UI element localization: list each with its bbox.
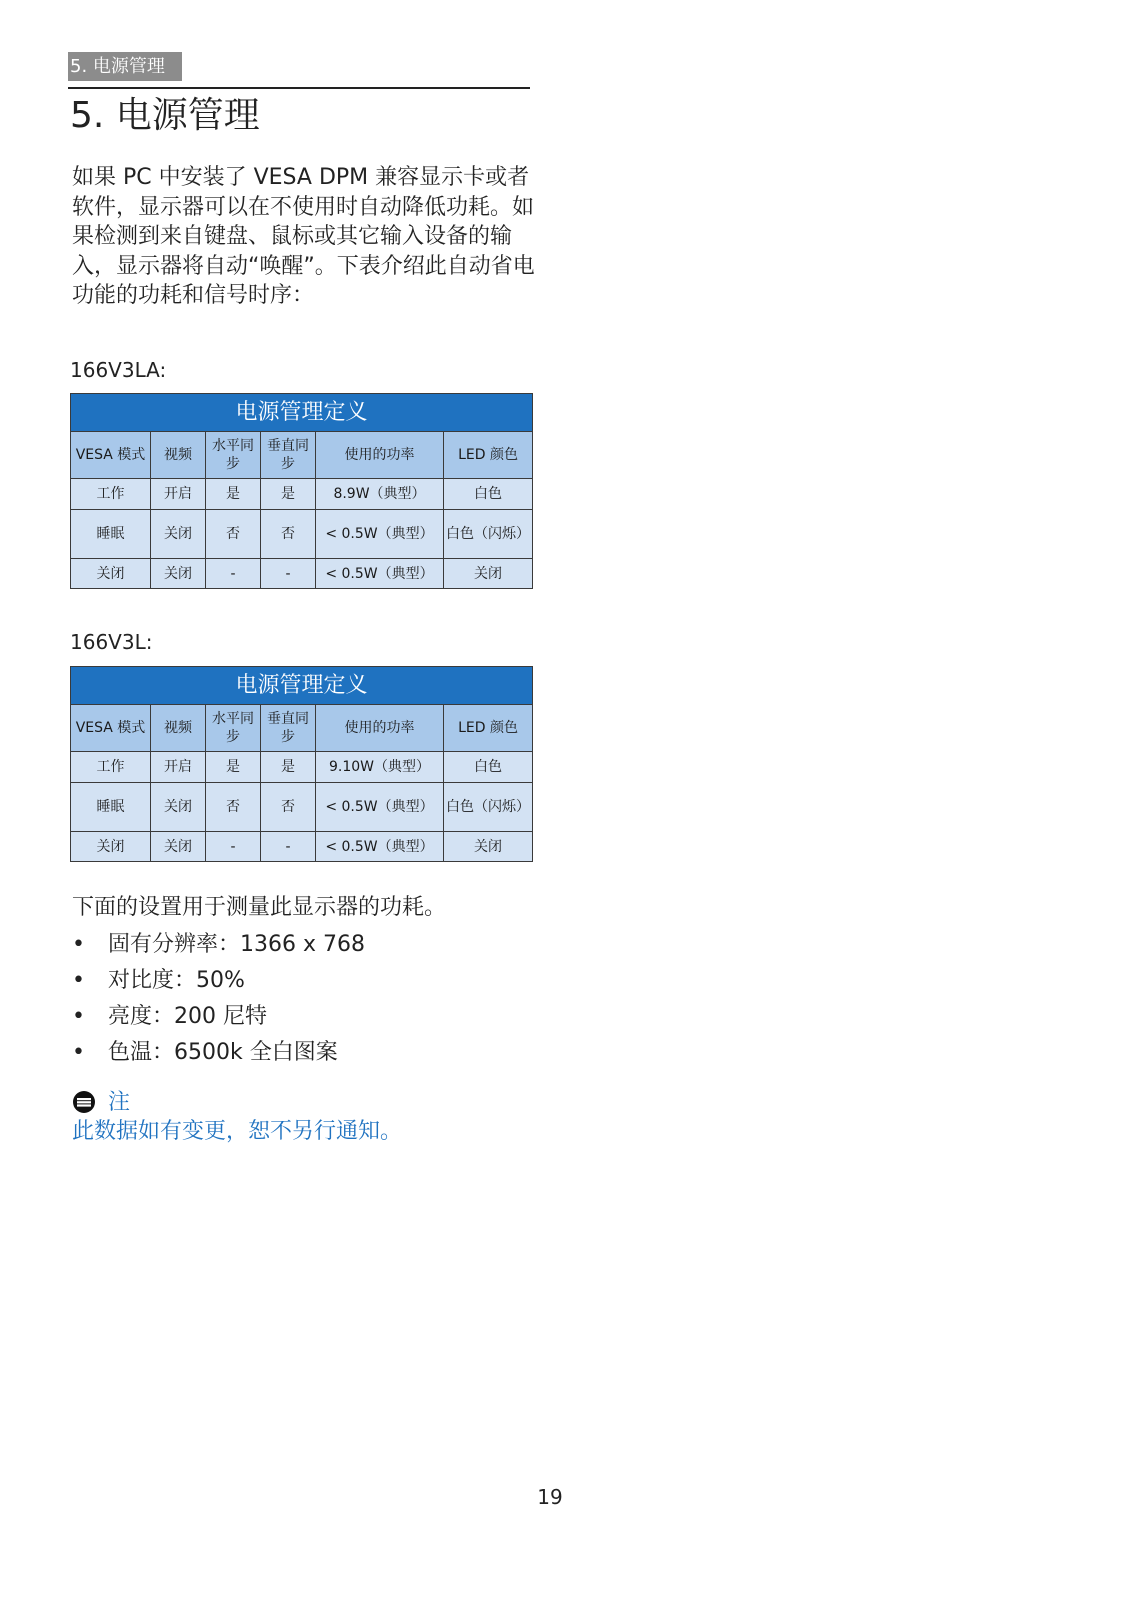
table-cell: - [261, 832, 316, 862]
setting-text: 色温：6500k 全白图案 [108, 1040, 338, 1065]
list-item [72, 930, 365, 966]
table-row [71, 479, 533, 510]
power-table-166v3la [70, 393, 533, 589]
table-cell: 关闭 [151, 832, 206, 862]
table-cell: 否 [261, 510, 316, 559]
note-label: 注 [108, 1090, 131, 1115]
column-header: LED 颜色 [444, 432, 533, 479]
note-text: 此数据如有变更，恕不另行通知。 [72, 1119, 403, 1144]
setting-text: 亮度：200 尼特 [108, 1004, 267, 1029]
column-header: 视频 [151, 705, 206, 752]
column-header: 使用的功率 [316, 432, 444, 479]
table-cell: < 0.5W（典型） [316, 783, 444, 832]
column-header: 使用的功率 [316, 705, 444, 752]
table-cell: - [261, 559, 316, 589]
list-item [72, 1038, 365, 1074]
model-label-166v3l: 166V3L: [70, 630, 153, 654]
table-cell: 睡眠 [71, 510, 151, 559]
column-header: 水平同步 [206, 432, 261, 479]
table-cell: 睡眠 [71, 783, 151, 832]
table-cell: 开启 [151, 479, 206, 510]
table-cell: - [206, 832, 261, 862]
table-cell: < 0.5W（典型） [316, 510, 444, 559]
setting-text: 固有分辨率：1366 x 768 [108, 932, 365, 957]
table-cell: 关闭 [151, 510, 206, 559]
table-cell: 是 [206, 752, 261, 783]
table-cell: 关闭 [444, 559, 533, 589]
model-label-166v3la: 166V3LA: [70, 358, 167, 382]
bullet-icon: • [72, 1004, 85, 1029]
table-cell: 9.10W（典型） [316, 752, 444, 783]
table-cell: 工作 [71, 752, 151, 783]
table-cell: 是 [261, 752, 316, 783]
column-header: 垂直同步 [261, 705, 316, 752]
table-row [71, 510, 533, 559]
table-cell: 关闭 [151, 783, 206, 832]
table-cell: 关闭 [71, 832, 151, 862]
bullet-icon: • [72, 1040, 85, 1065]
intro-paragraph: 如果 PC 中安装了 VESA DPM 兼容显示卡或者软件，显示器可以在不使用时自动降低功耗。如果检测到来自键盘、鼠标或其它输入设备的输入，显示器将自动“唤醒”。下表介绍此自动省电功能的功耗和信号时序： [72, 165, 535, 308]
list-item [72, 966, 365, 1002]
column-header: LED 颜色 [444, 705, 533, 752]
note-icon [72, 1090, 96, 1114]
table-header-row [71, 705, 533, 752]
table-cell: 白色（闪烁） [444, 783, 533, 832]
column-header: VESA 模式 [71, 432, 151, 479]
table-cell: 白色 [444, 752, 533, 783]
table-row [71, 752, 533, 783]
table-row [71, 832, 533, 862]
section-tab: 5. 电源管理 [68, 52, 182, 81]
table-cell: 关闭 [444, 832, 533, 862]
column-header: 视频 [151, 432, 206, 479]
power-table-166v3l [70, 666, 533, 862]
table-cell: 白色（闪烁） [444, 510, 533, 559]
page-number: 19 [537, 1485, 563, 1509]
table-caption: 电源管理定义 [71, 394, 533, 432]
bullet-icon: • [72, 968, 85, 993]
table-cell: 关闭 [151, 559, 206, 589]
table-cell: 关闭 [71, 559, 151, 589]
table-caption: 电源管理定义 [71, 667, 533, 705]
table-cell: < 0.5W（典型） [316, 832, 444, 862]
table-cell: < 0.5W（典型） [316, 559, 444, 589]
table-header-row [71, 432, 533, 479]
column-header: VESA 模式 [71, 705, 151, 752]
setting-text: 对比度：50% [108, 968, 245, 993]
bullet-icon: • [72, 932, 85, 957]
table-cell: 是 [206, 479, 261, 510]
table-cell: 否 [206, 510, 261, 559]
table-cell: 否 [206, 783, 261, 832]
table-row [71, 559, 533, 589]
table-cell: 是 [261, 479, 316, 510]
table-cell: 白色 [444, 479, 533, 510]
table-row [71, 783, 533, 832]
column-header: 垂直同步 [261, 432, 316, 479]
header-rule [68, 87, 530, 89]
table-cell: - [206, 559, 261, 589]
column-header: 水平同步 [206, 705, 261, 752]
table-cell: 开启 [151, 752, 206, 783]
settings-intro: 下面的设置用于测量此显示器的功耗。 [72, 895, 447, 920]
table-cell: 8.9W（典型） [316, 479, 444, 510]
settings-list [72, 930, 365, 1074]
page-title: 5. 电源管理 [70, 95, 260, 136]
table-cell: 工作 [71, 479, 151, 510]
table-cell: 否 [261, 783, 316, 832]
list-item [72, 1002, 365, 1038]
